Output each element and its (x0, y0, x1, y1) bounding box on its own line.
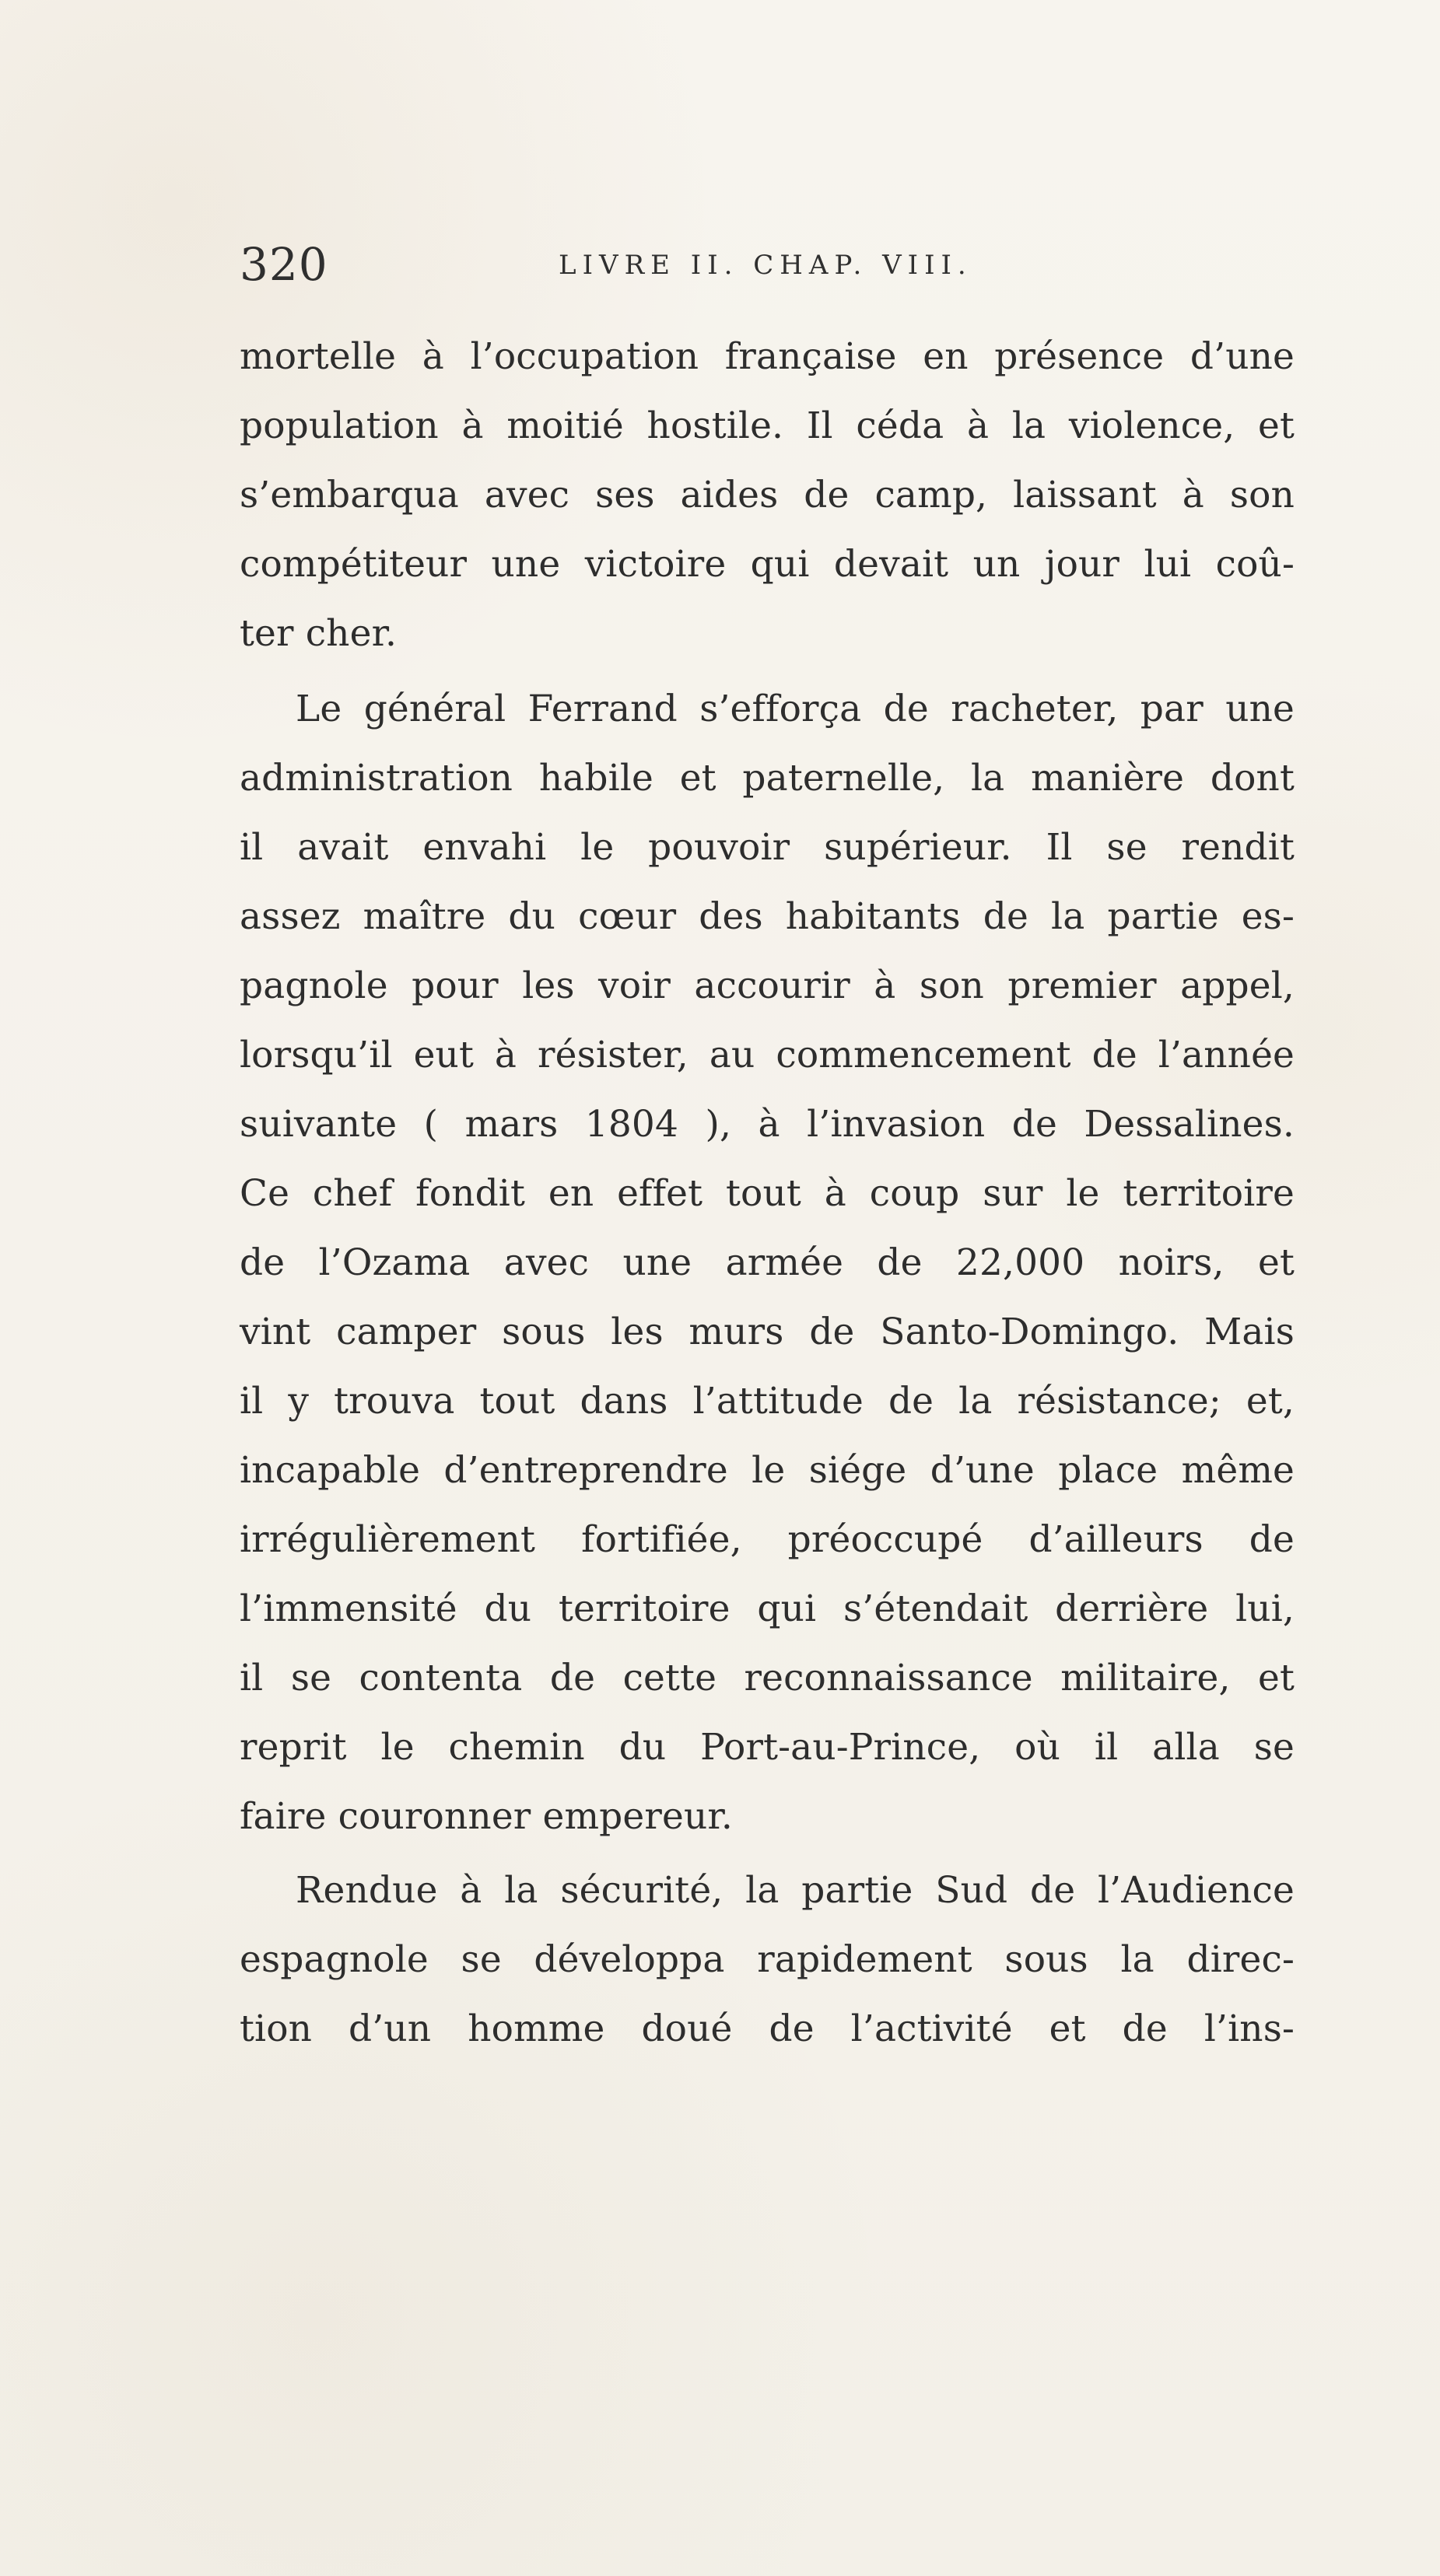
text-line: tion d’un homme doué de l’activité et de l’ins- (240, 2007, 1295, 2050)
paragraph-3 (240, 1856, 1295, 2063)
text-line: lorsqu’il eut à résister, au commencement de l’année (240, 1034, 1295, 1076)
text-line: population à moitié hostile. Il céda à la violence, et (240, 404, 1295, 447)
text-line: suivante ( mars 1804 ), à l’invasion de Dessalines. (240, 1103, 1295, 1146)
text-line: irrégulièrement fortifiée, préoccupé d’ailleurs de (240, 1518, 1295, 1561)
text-line: mortelle à l’occupation française en présence d’une (240, 335, 1295, 378)
text-line: espagnole se développa rapidement sous la direc- (240, 1938, 1295, 1981)
text-line: vint camper sous les murs de Santo-Domingo. Mais (240, 1311, 1295, 1353)
text-line: compétiteur une victoire qui devait un jour lui coû- (240, 543, 1295, 586)
text-line: assez maître du cœur des habitants de la partie es- (240, 895, 1295, 938)
text-line: Ce chef fondit en effet tout à coup sur le territoire (240, 1172, 1295, 1215)
text-line: l’immensité du territoire qui s’étendait derrière lui, (240, 1587, 1295, 1630)
text-line: Rendue à la sécurité, la partie Sud de l’Audience (296, 1869, 1295, 1912)
text-line: pagnole pour les voir accourir à son premier appel, (240, 964, 1295, 1007)
text-line: faire couronner empereur. (240, 1795, 733, 1838)
text-line: s’embarqua avec ses aides de camp, laissant à son (240, 474, 1295, 516)
text-line: il y trouva tout dans l’attitude de la résistance; et, (240, 1380, 1295, 1423)
text-line: il avait envahi le pouvoir supérieur. Il se rendit (240, 826, 1295, 869)
paragraph-1 (240, 322, 1295, 668)
text-line: Le général Ferrand s’efforça de racheter, par une (296, 688, 1295, 730)
paragraph-2 (240, 674, 1295, 1851)
page-number: 320 (240, 238, 328, 291)
text-line: reprit le chemin du Port-au-Prince, où il alla se (240, 1726, 1295, 1769)
text-line: administration habile et paternelle, la manière dont (240, 757, 1295, 800)
text-line: il se contenta de cette reconnaissance militaire, et (240, 1657, 1295, 1699)
text-line: ter cher. (240, 612, 398, 655)
text-line: incapable d’entreprendre le siége d’une place même (240, 1449, 1295, 1492)
page-body (240, 322, 1295, 2063)
page-header (240, 233, 1295, 296)
running-title: LIVRE II. CHAP. VIII. (559, 250, 972, 281)
text-line: de l’Ozama avec une armée de 22,000 noirs, et (240, 1241, 1295, 1284)
